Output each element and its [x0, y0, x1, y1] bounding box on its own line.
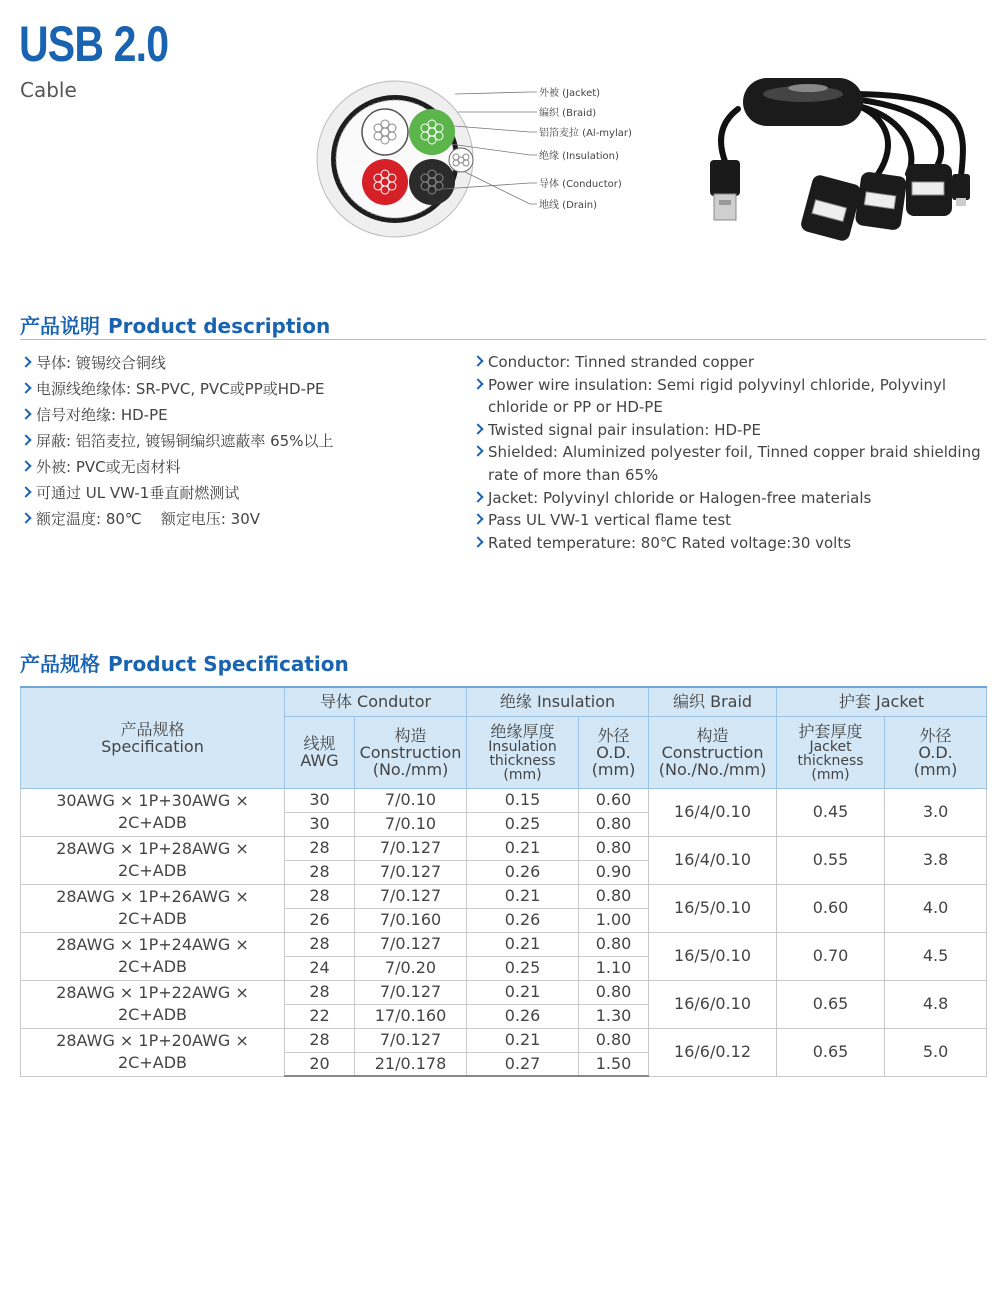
list-item: 电源线绝缘体: SR-PVC, PVC或PP或HD-PE: [20, 378, 333, 404]
specification-heading-zh: 产品规格: [20, 652, 100, 676]
table-row: [21, 980, 987, 1004]
cell-construction: 7/0.10: [355, 812, 467, 836]
cell-spec: 28AWG × 1P+28AWG × 2C+ADB: [21, 836, 285, 884]
cell-jacket-od: 4.5: [885, 932, 987, 980]
cell-spec: 30AWG × 1P+30AWG × 2C+ADB: [21, 788, 285, 836]
cell-od: 1.00: [579, 908, 649, 932]
header-insulation: 绝缘 Insulation: [467, 687, 649, 716]
cell-awg: 20: [285, 1052, 355, 1076]
list-item: 屏蔽: 铝箔麦拉, 镀锡铜编织遮蔽率 65%以上: [20, 430, 333, 456]
cell-insulation: 0.21: [467, 836, 579, 860]
cell-jacket-thickness: 0.65: [777, 980, 885, 1028]
list-item: Jacket: Polyvinyl chloride or Halogen-free materials: [472, 487, 992, 510]
cell-awg: 28: [285, 1028, 355, 1052]
cell-od: 1.30: [579, 1004, 649, 1028]
description-list-en: [472, 351, 992, 554]
table-row: [21, 788, 987, 812]
table-row: [21, 884, 987, 908]
cell-od: 0.80: [579, 884, 649, 908]
cell-insulation: 0.27: [467, 1052, 579, 1076]
usb-a-female-port-2: [854, 171, 907, 231]
specification-heading-en: Product Specification: [108, 652, 349, 676]
cell-construction: 7/0.127: [355, 980, 467, 1004]
list-item: Shielded: Aluminized polyester foil, Tinned copper braid shielding rate of more than 65%: [472, 441, 992, 486]
header-insulation-od: 外径 O.D. (mm): [579, 716, 649, 788]
cell-awg: 28: [285, 860, 355, 884]
list-item: Power wire insulation: Semi rigid polyvinyl chloride, Polyvinyl chloride or PP or HD-PE: [472, 374, 992, 419]
cell-od: 0.80: [579, 980, 649, 1004]
cell-braid: 16/4/0.10: [649, 788, 777, 836]
cell-construction: 7/0.127: [355, 1028, 467, 1052]
cell-construction: 7/0.127: [355, 836, 467, 860]
cell-awg: 28: [285, 884, 355, 908]
header-awg: 线规 AWG: [285, 716, 355, 788]
cell-construction: 7/0.10: [355, 788, 467, 812]
header-conductor: 导体 Condutor: [285, 687, 467, 716]
cell-awg: 22: [285, 1004, 355, 1028]
header-braid-construction: 构造 Construction (No./No./mm): [649, 716, 777, 788]
table-row: [21, 836, 987, 860]
label-drain: 地线 (Drain): [539, 200, 598, 211]
usb-a-male-plug: [710, 160, 740, 220]
cell-jacket-od: 3.0: [885, 788, 987, 836]
header-jacket: 护套 Jacket: [777, 687, 987, 716]
drain-wire: [449, 148, 473, 172]
specification-heading: [20, 648, 349, 677]
cell-insulation: 0.26: [467, 1004, 579, 1028]
cell-jacket-od: 3.8: [885, 836, 987, 884]
cell-insulation: 0.21: [467, 980, 579, 1004]
cell-construction: 21/0.178: [355, 1052, 467, 1076]
cell-construction: 7/0.160: [355, 908, 467, 932]
description-list-zh: [20, 352, 333, 534]
list-item: 信号对绝缘: HD-PE: [20, 404, 333, 430]
cell-od: 1.50: [579, 1052, 649, 1076]
list-item: 额定温度: 80℃ 额定电压: 30V: [20, 508, 333, 534]
insulation-black: [409, 159, 455, 205]
cell-jacket-od: 4.8: [885, 980, 987, 1028]
cell-jacket-od: 5.0: [885, 1028, 987, 1076]
usb-hub-product-image: [698, 64, 978, 254]
list-item: Conductor: Tinned stranded copper: [472, 351, 992, 374]
header-specification: 产品规格 Specification: [21, 687, 285, 788]
list-item: 可通过 UL VW-1垂直耐燃测试: [20, 482, 333, 508]
list-item: Twisted signal pair insulation: HD-PE: [472, 419, 992, 442]
mini-usb-plug: [952, 174, 970, 206]
cell-spec: 28AWG × 1P+20AWG × 2C+ADB: [21, 1028, 285, 1076]
list-item: Rated temperature: 80℃ Rated voltage:30 volts: [472, 532, 992, 555]
cell-insulation: 0.21: [467, 932, 579, 956]
cell-insulation: 0.26: [467, 908, 579, 932]
list-item: 外被: PVC或无卤材料: [20, 456, 333, 482]
cell-awg: 28: [285, 980, 355, 1004]
table-row: [21, 1028, 987, 1052]
cell-insulation: 0.25: [467, 812, 579, 836]
description-heading: [20, 310, 330, 339]
cell-spec: 28AWG × 1P+24AWG × 2C+ADB: [21, 932, 285, 980]
description-heading-zh: 产品说明: [20, 314, 100, 338]
cell-construction: 7/0.127: [355, 860, 467, 884]
description-divider: [20, 339, 986, 340]
cell-awg: 30: [285, 788, 355, 812]
header-jacket-thickness: 护套厚度 Jacket thickness (mm): [777, 716, 885, 788]
cell-awg: 26: [285, 908, 355, 932]
insulation-white: [362, 109, 408, 155]
cell-awg: 24: [285, 956, 355, 980]
cell-insulation: 0.21: [467, 1028, 579, 1052]
label-braid: 编织 (Braid): [539, 108, 597, 119]
page-subtitle: Cable: [20, 78, 77, 102]
cell-insulation: 0.26: [467, 860, 579, 884]
cell-jacket-od: 4.0: [885, 884, 987, 932]
label-insulation: 绝缘 (Insulation): [539, 151, 619, 162]
cell-braid: 16/6/0.12: [649, 1028, 777, 1076]
cell-jacket-thickness: 0.65: [777, 1028, 885, 1076]
header-conductor-construction: 构造 Construction (No./mm): [355, 716, 467, 788]
cell-od: 1.10: [579, 956, 649, 980]
list-item: Pass UL VW-1 vertical flame test: [472, 509, 992, 532]
cell-jacket-thickness: 0.45: [777, 788, 885, 836]
cell-insulation: 0.25: [467, 956, 579, 980]
usb-a-female-port-3: [906, 164, 952, 216]
cell-construction: 17/0.160: [355, 1004, 467, 1028]
cell-awg: 28: [285, 836, 355, 860]
cell-awg: 30: [285, 812, 355, 836]
cell-od: 0.80: [579, 812, 649, 836]
label-al-mylar: 铝箔麦拉 (Al-mylar): [539, 128, 632, 139]
cell-od: 0.80: [579, 836, 649, 860]
cell-od: 0.80: [579, 1028, 649, 1052]
cell-braid: 16/5/0.10: [649, 932, 777, 980]
insulation-green: [409, 109, 455, 155]
cell-spec: 28AWG × 1P+22AWG × 2C+ADB: [21, 980, 285, 1028]
cell-jacket-thickness: 0.60: [777, 884, 885, 932]
cell-od: 0.90: [579, 860, 649, 884]
cell-od: 0.80: [579, 932, 649, 956]
specification-table: [20, 686, 987, 1077]
label-conductor: 导体 (Conductor): [539, 179, 622, 190]
cell-braid: 16/4/0.10: [649, 836, 777, 884]
insulation-red: [362, 159, 408, 205]
cell-insulation: 0.15: [467, 788, 579, 812]
page-title: USB 2.0: [19, 16, 169, 72]
description-heading-en: Product description: [108, 314, 331, 338]
header-jacket-od: 外径 O.D. (mm): [885, 716, 987, 788]
cell-jacket-thickness: 0.70: [777, 932, 885, 980]
cell-braid: 16/6/0.10: [649, 980, 777, 1028]
cell-od: 0.60: [579, 788, 649, 812]
cell-construction: 7/0.127: [355, 932, 467, 956]
cell-construction: 7/0.20: [355, 956, 467, 980]
usb-a-female-port-1: [799, 174, 862, 243]
cell-jacket-thickness: 0.55: [777, 836, 885, 884]
list-item: 导体: 镀锡绞合铜线: [20, 352, 333, 378]
table-row: [21, 932, 987, 956]
cable-cross-section-diagram: [315, 64, 635, 254]
cell-insulation: 0.21: [467, 884, 579, 908]
header-insulation-thickness: 绝缘厚度 Insulation thickness (mm): [467, 716, 579, 788]
cell-spec: 28AWG × 1P+26AWG × 2C+ADB: [21, 884, 285, 932]
cell-construction: 7/0.127: [355, 884, 467, 908]
label-jacket: 外被 (Jacket): [539, 88, 601, 99]
cell-awg: 28: [285, 932, 355, 956]
header-braid: 编织 Braid: [649, 687, 777, 716]
cell-braid: 16/5/0.10: [649, 884, 777, 932]
